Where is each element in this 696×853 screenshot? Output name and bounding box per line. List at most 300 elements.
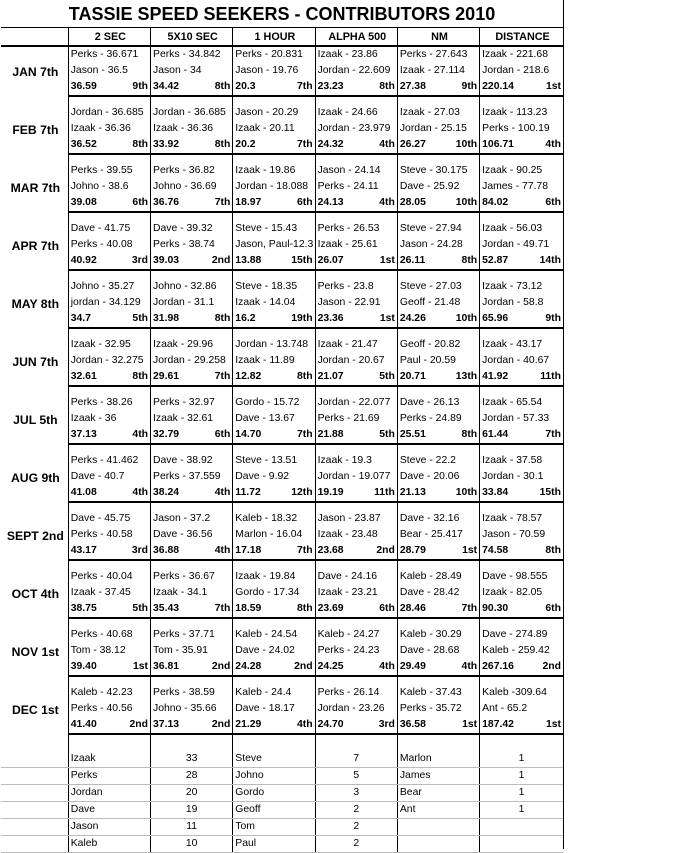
spacer-cell xyxy=(397,386,479,395)
summary-values xyxy=(318,137,397,153)
top-entry-cell: Kaleb - 42.23 xyxy=(68,685,150,701)
top-entry-cell: Izaak - 43.17 xyxy=(480,337,563,353)
average-value: 32.79 xyxy=(153,429,180,440)
summary-values xyxy=(153,253,232,269)
average-value: 24.25 xyxy=(317,661,344,672)
spacer-cell xyxy=(397,328,479,337)
spacer-cell xyxy=(1,270,68,279)
summary-values xyxy=(71,137,150,153)
spacer-cell xyxy=(151,270,233,279)
second-entry-cell: Geoff - 21.48 xyxy=(397,295,479,311)
summary-values xyxy=(482,195,563,211)
top-entry-cell: Kaleb - 30.29 xyxy=(397,627,479,643)
spacer-cell xyxy=(68,386,150,395)
summary-cell xyxy=(68,195,150,212)
spacer-cell xyxy=(397,212,479,221)
top-entry-cell: Perks - 36.82 xyxy=(151,163,233,179)
summary-values xyxy=(71,485,150,501)
average-value: 27.38 xyxy=(399,81,426,92)
second-entry-cell: Izaak - 25.61 xyxy=(315,237,397,253)
tally-row xyxy=(1,768,563,785)
placing-value: 11th xyxy=(540,371,561,382)
sheet-right-border xyxy=(563,0,564,849)
summary-values xyxy=(235,79,314,95)
tally-name-cell xyxy=(397,819,479,836)
spacer-cell xyxy=(68,96,150,105)
summary-values xyxy=(71,427,150,443)
summary-cell xyxy=(480,253,563,270)
placing-value: 8th xyxy=(461,255,478,266)
summary-values xyxy=(318,195,397,211)
spacer-cell xyxy=(68,618,150,627)
average-value: 36.76 xyxy=(153,197,180,208)
summary-values xyxy=(318,427,397,443)
spacer-cell xyxy=(151,328,233,337)
month-first-row xyxy=(1,685,563,701)
placing-value: 1st xyxy=(545,81,561,92)
top-entry-cell: Perks - 34.842 xyxy=(151,46,233,63)
second-entry-cell: Perks - 24.23 xyxy=(315,643,397,659)
spacer-row xyxy=(1,618,563,627)
top-entry-cell: Izaak - 90.25 xyxy=(480,163,563,179)
spacer-cell xyxy=(1,502,68,511)
summary-values xyxy=(318,543,397,559)
spacer-cell xyxy=(233,676,315,685)
placing-value: 3rd xyxy=(131,255,149,266)
spreadsheet xyxy=(1,1,563,853)
month-second-row xyxy=(1,353,563,369)
top-entry-cell: Steve - 30.175 xyxy=(397,163,479,179)
tally-name-cell: Izaak xyxy=(68,751,150,768)
month-summary-row xyxy=(1,717,563,734)
spacer-cell xyxy=(233,212,315,221)
second-entry-cell: Perks - 37.559 xyxy=(151,469,233,485)
placing-value: 4th xyxy=(296,719,313,730)
month-second-row xyxy=(1,121,563,137)
second-entry-cell: Jason, Paul-12.3 xyxy=(233,237,315,253)
summary-cell xyxy=(315,137,397,154)
top-entry-cell: Izaak - 19.3 xyxy=(315,453,397,469)
summary-values xyxy=(482,659,563,675)
placing-value: 9th xyxy=(545,313,561,324)
top-entry-cell: Perks - 26.53 xyxy=(315,221,397,237)
top-entry-cell: Perks - 23.8 xyxy=(315,279,397,295)
month-label: DEC 1st xyxy=(12,702,59,717)
month-label: OCT 4th xyxy=(11,586,60,601)
top-entry-cell: Izaak - 56.03 xyxy=(480,221,563,237)
tally-row xyxy=(1,802,563,819)
top-entry-cell: Izaak - 113.23 xyxy=(480,105,563,121)
tally-name-cell: Marlon xyxy=(397,751,479,768)
spacer-cell xyxy=(397,154,479,163)
second-entry-cell: Izaak - 36 xyxy=(68,411,150,427)
average-value: 33.84 xyxy=(482,487,509,498)
tally-name-cell: Perks xyxy=(68,768,150,785)
summary-values xyxy=(482,717,563,733)
spacer-cell xyxy=(315,386,397,395)
placing-value: 4th xyxy=(461,661,478,672)
second-entry-cell: Jordan - 18.088 xyxy=(233,179,315,195)
spacer-cell xyxy=(68,154,150,163)
spacer-cell xyxy=(151,96,233,105)
average-value: 43.17 xyxy=(70,545,97,556)
average-value: 37.13 xyxy=(70,429,97,440)
top-entry-cell: Dave - 24.16 xyxy=(315,569,397,585)
placing-value: 7th xyxy=(296,545,313,556)
second-entry-cell: Dave - 36.56 xyxy=(151,527,233,543)
placing-value: 2nd xyxy=(542,661,561,672)
summary-cell xyxy=(480,79,563,96)
average-value: 41.92 xyxy=(482,371,509,382)
tally-name-cell: Ant xyxy=(397,802,479,819)
second-entry-cell: Bear - 25.417 xyxy=(397,527,479,543)
month-label: SEPT 2nd xyxy=(6,528,64,543)
tally-count-cell: 20 xyxy=(151,785,233,802)
summary-values xyxy=(482,79,563,95)
month-first-row xyxy=(1,221,563,237)
summary-cell xyxy=(480,601,563,618)
summary-values xyxy=(400,659,479,675)
summary-cell xyxy=(151,311,233,328)
average-value: 36.52 xyxy=(70,139,97,150)
second-entry-cell: Paul - 20.59 xyxy=(397,353,479,369)
placing-value: 1st xyxy=(379,255,395,266)
tally-count-cell: 19 xyxy=(151,802,233,819)
top-entry-cell: Dave - 45.75 xyxy=(68,511,150,527)
average-value: 36.88 xyxy=(153,545,180,556)
summary-cell xyxy=(480,195,563,212)
month-first-row xyxy=(1,163,563,179)
tally-count-cell xyxy=(480,836,563,853)
average-value: 18.97 xyxy=(235,197,262,208)
placing-value: 3rd xyxy=(378,719,395,730)
summary-cell xyxy=(233,659,315,676)
top-entry-cell: Geoff - 20.82 xyxy=(397,337,479,353)
spacer-cell xyxy=(397,270,479,279)
average-value: 26.27 xyxy=(399,139,426,150)
tally-name-cell: Johno xyxy=(233,768,315,785)
summary-values xyxy=(235,659,314,675)
average-value: 24.32 xyxy=(317,139,344,150)
tally-row xyxy=(1,836,563,853)
average-value: 28.79 xyxy=(399,545,426,556)
average-value: 24.70 xyxy=(317,719,344,730)
tally-count-cell: 2 xyxy=(315,819,397,836)
tally-count-cell: 1 xyxy=(480,802,563,819)
placing-value: 6th xyxy=(545,197,561,208)
second-entry-cell: Perks - 24.11 xyxy=(315,179,397,195)
month-second-row xyxy=(1,179,563,195)
summary-cell xyxy=(480,717,563,734)
tally-name-cell: Bear xyxy=(397,785,479,802)
placing-value: 5th xyxy=(132,603,149,614)
month-label: MAR 7th xyxy=(10,180,61,195)
summary-values xyxy=(318,717,397,733)
average-value: 106.71 xyxy=(482,139,514,150)
spacer-cell xyxy=(68,502,150,511)
second-entry-cell: Dave - 18.17 xyxy=(233,701,315,717)
top-entry-cell: Izaak - 19.84 xyxy=(233,569,315,585)
average-value: 11.72 xyxy=(235,487,261,498)
top-entry-cell: Izaak - 73.12 xyxy=(480,279,563,295)
summary-cell xyxy=(68,485,150,502)
summary-values xyxy=(400,311,479,327)
summary-cell xyxy=(480,543,563,560)
summary-cell xyxy=(315,79,397,96)
month-summary-row xyxy=(1,543,563,560)
second-entry-cell: Jason - 19.76 xyxy=(233,63,315,79)
top-entry-cell: Perks - 27.643 xyxy=(397,46,479,63)
average-value: 39.08 xyxy=(70,197,97,208)
placing-value: 10th xyxy=(455,197,478,208)
column-header: 1 HOUR xyxy=(233,28,315,46)
top-entry-cell: Izaak - 32.95 xyxy=(68,337,150,353)
second-entry-cell: Jordan - 29.258 xyxy=(151,353,233,369)
average-value: 14.70 xyxy=(235,429,262,440)
average-value: 26.11 xyxy=(399,255,426,266)
month-summary-row xyxy=(1,79,563,96)
month-first-row xyxy=(1,395,563,411)
spacer-cell xyxy=(68,560,150,569)
tally-spacer-cell xyxy=(1,751,68,768)
spacer-cell xyxy=(397,676,479,685)
top-entry-cell: Jordan - 13.748 xyxy=(233,337,315,353)
top-entry-cell: Perks - 36.67 xyxy=(151,569,233,585)
summary-values xyxy=(400,427,479,443)
second-entry-cell: Jordan - 23.26 xyxy=(315,701,397,717)
spacer-cell xyxy=(315,618,397,627)
summary-values xyxy=(153,137,232,153)
placing-value: 1st xyxy=(132,661,149,672)
average-value: 12.82 xyxy=(235,371,262,382)
tally-count-cell: 33 xyxy=(151,751,233,768)
top-entry-cell: Gordo - 15.72 xyxy=(233,395,315,411)
summary-cell xyxy=(397,79,479,96)
tally-count-cell: 7 xyxy=(315,751,397,768)
second-entry-cell: Johno - 35.66 xyxy=(151,701,233,717)
month-summary-row xyxy=(1,195,563,212)
summary-values xyxy=(400,601,479,617)
spacer-cell xyxy=(315,212,397,221)
summary-cell xyxy=(480,427,563,444)
tally-spacer-cell xyxy=(1,802,68,819)
summary-cell xyxy=(233,311,315,328)
summary-cell xyxy=(397,311,479,328)
placing-value: 6th xyxy=(132,197,149,208)
summary-cell xyxy=(397,427,479,444)
summary-values xyxy=(71,79,150,95)
second-entry-cell: Jordan - 58.8 xyxy=(480,295,563,311)
top-entry-cell: Dave - 41.75 xyxy=(68,221,150,237)
spacer-cell xyxy=(68,328,150,337)
tally-name-cell: Gordo xyxy=(233,785,315,802)
month-second-row xyxy=(1,701,563,717)
placing-value: 8th xyxy=(545,545,561,556)
top-entry-cell: Jason - 20.29 xyxy=(233,105,315,121)
placing-value: 5th xyxy=(379,429,395,440)
summary-cell xyxy=(480,369,563,386)
month-first-row xyxy=(1,627,563,643)
spacer-row xyxy=(1,386,563,395)
summary-cell xyxy=(397,485,479,502)
average-value: 21.07 xyxy=(317,371,344,382)
placing-value: 4th xyxy=(379,139,395,150)
tally-count-cell: 3 xyxy=(315,785,397,802)
top-entry-cell: Izaak - 78.57 xyxy=(480,511,563,527)
summary-cell xyxy=(68,369,150,386)
blank-cell xyxy=(233,734,315,751)
placing-value: 8th xyxy=(214,139,231,150)
second-entry-cell: Jordan - 23.979 xyxy=(315,121,397,137)
summary-cell xyxy=(315,369,397,386)
summary-cell xyxy=(397,543,479,560)
tally-count-cell: 1 xyxy=(480,785,563,802)
spacer-cell xyxy=(1,212,68,221)
summary-cell xyxy=(151,253,233,270)
spacer-cell xyxy=(315,502,397,511)
top-entry-cell: Perks - 20.831 xyxy=(233,46,315,63)
summary-values xyxy=(235,137,314,153)
tally-count-cell: 10 xyxy=(151,836,233,853)
month-label: JUN 7th xyxy=(12,354,59,369)
top-entry-cell: Dave - 32.16 xyxy=(397,511,479,527)
tally-name-cell: Dave xyxy=(68,802,150,819)
average-value: 25.51 xyxy=(399,429,426,440)
spacer-cell xyxy=(151,212,233,221)
summary-values xyxy=(318,369,397,385)
top-entry-cell: Perks - 39.55 xyxy=(68,163,150,179)
summary-values xyxy=(400,369,479,385)
column-header: ALPHA 500 xyxy=(315,28,397,46)
placing-value: 14th xyxy=(539,255,561,266)
blank-row xyxy=(1,734,563,751)
summary-cell xyxy=(68,137,150,154)
summary-values xyxy=(400,79,479,95)
average-value: 20.71 xyxy=(399,371,426,382)
summary-cell xyxy=(397,717,479,734)
top-entry-cell: Perks - 26.14 xyxy=(315,685,397,701)
spacer-cell xyxy=(480,676,563,685)
summary-values xyxy=(71,543,150,559)
spacer-cell xyxy=(233,502,315,511)
top-entry-cell: Kaleb - 24.27 xyxy=(315,627,397,643)
placing-value: 2nd xyxy=(129,719,149,730)
placing-value: 5th xyxy=(132,313,149,324)
average-value: 36.81 xyxy=(153,661,180,672)
second-entry-cell: Izaak - 11.89 xyxy=(233,353,315,369)
column-header: 2 SEC xyxy=(68,28,150,46)
month-first-row xyxy=(1,279,563,295)
top-entry-cell: Dave - 38.92 xyxy=(151,453,233,469)
placing-value: 4th xyxy=(132,487,149,498)
spacer-cell xyxy=(480,212,563,221)
summary-cell xyxy=(233,195,315,212)
top-entry-cell: Johno - 35.27 xyxy=(68,279,150,295)
summary-values xyxy=(153,369,232,385)
summary-cell xyxy=(480,137,563,154)
blank-cell xyxy=(1,734,68,751)
average-value: 36.59 xyxy=(70,81,97,92)
summary-cell xyxy=(480,485,563,502)
spacer-row xyxy=(1,502,563,511)
top-entry-cell: Izaak - 65.54 xyxy=(480,395,563,411)
second-entry-cell: Jordan - 218.6 xyxy=(480,63,563,79)
summary-cell xyxy=(315,485,397,502)
spacer-cell xyxy=(151,676,233,685)
top-entry-cell: Perks - 40.68 xyxy=(68,627,150,643)
month-label: JAN 7th xyxy=(12,64,59,79)
placing-value: 2nd xyxy=(211,661,231,672)
second-entry-cell: Johno - 36.69 xyxy=(151,179,233,195)
average-value: 29.49 xyxy=(399,661,426,672)
second-entry-cell: Jason - 34 xyxy=(151,63,233,79)
summary-cell xyxy=(315,543,397,560)
spacer-cell xyxy=(233,328,315,337)
summary-values xyxy=(400,253,479,269)
tally-spacer-cell xyxy=(1,768,68,785)
placing-value: 10th xyxy=(455,139,478,150)
spacer-cell xyxy=(1,560,68,569)
placing-value: 3rd xyxy=(131,545,149,556)
summary-values xyxy=(71,253,150,269)
placing-value: 9th xyxy=(132,81,149,92)
summary-cell xyxy=(315,311,397,328)
average-value: 90.30 xyxy=(482,603,509,614)
summary-cell xyxy=(233,369,315,386)
summary-values xyxy=(153,717,232,733)
summary-cell xyxy=(480,659,563,676)
summary-cell xyxy=(151,601,233,618)
placing-value: 2nd xyxy=(211,719,231,730)
spacer-cell xyxy=(480,270,563,279)
second-entry-cell: Dave - 40.7 xyxy=(68,469,150,485)
average-value: 21.29 xyxy=(235,719,262,730)
spacer-row xyxy=(1,270,563,279)
placing-value: 4th xyxy=(545,139,561,150)
spacer-cell xyxy=(68,270,150,279)
placing-value: 7th xyxy=(296,81,313,92)
top-entry-cell: Kaleb - 18.32 xyxy=(233,511,315,527)
second-entry-cell: Jordan - 31.1 xyxy=(151,295,233,311)
second-entry-cell: Dave - 9.92 xyxy=(233,469,315,485)
corner-cell xyxy=(1,28,68,46)
summary-cell xyxy=(315,195,397,212)
month-summary-row xyxy=(1,601,563,618)
summary-values xyxy=(482,137,563,153)
sheet-title: TASSIE SPEED SEEKERS - CONTRIBUTORS 2010 xyxy=(1,1,563,28)
spacer-cell xyxy=(397,618,479,627)
average-value: 20.3 xyxy=(235,81,256,92)
placing-value: 4th xyxy=(379,661,395,672)
summary-cell xyxy=(151,369,233,386)
summary-cell xyxy=(233,485,315,502)
spacer-row xyxy=(1,96,563,105)
summary-values xyxy=(235,195,314,211)
tally-name-cell xyxy=(397,836,479,853)
second-entry-cell: Izaak - 82.05 xyxy=(480,585,563,601)
placing-value: 7th xyxy=(296,429,313,440)
second-entry-cell: Izaak - 23.21 xyxy=(315,585,397,601)
top-entry-cell: Perks - 36.671 xyxy=(68,46,150,63)
spacer-cell xyxy=(233,270,315,279)
month-first-row xyxy=(1,569,563,585)
summary-values xyxy=(318,601,397,617)
top-entry-cell: Jordan - 22.077 xyxy=(315,395,397,411)
summary-values xyxy=(71,195,150,211)
top-entry-cell: Izaak - 24.66 xyxy=(315,105,397,121)
second-entry-cell: James - 77.78 xyxy=(480,179,563,195)
spacer-cell xyxy=(1,328,68,337)
